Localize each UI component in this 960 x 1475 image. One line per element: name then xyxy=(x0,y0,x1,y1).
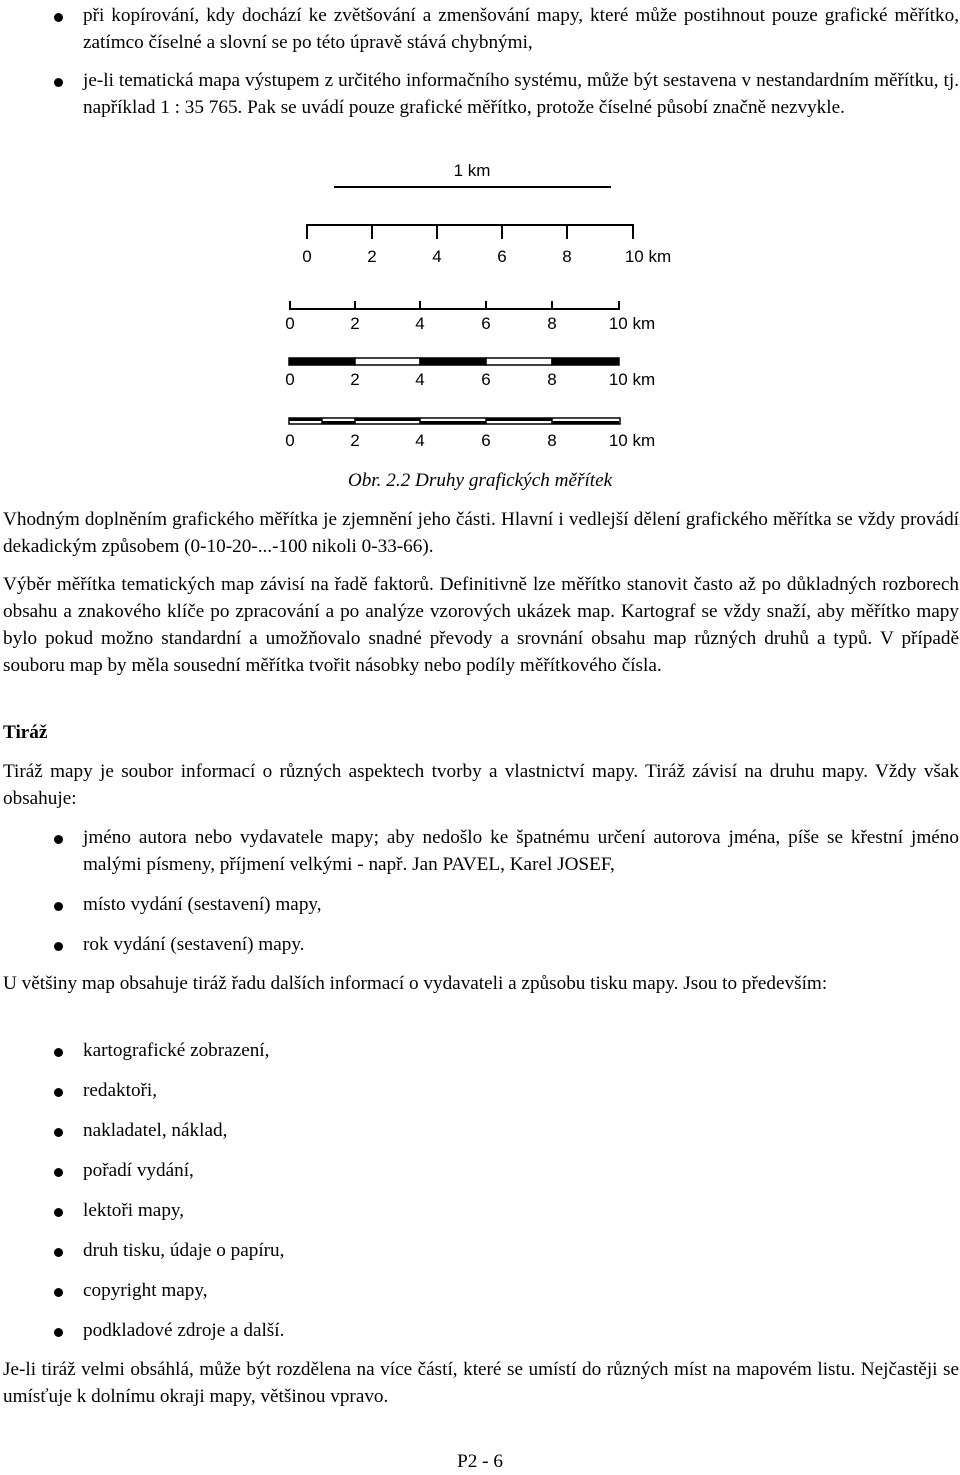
scale-bar-5-tick-label: 10 km xyxy=(608,431,656,450)
paragraph: Tiráž mapy je soubor informací o různých aspektech tvorby a vlastnictví mapy. Tiráž závisí na druhu mapy. Vždy však obsahuje: xyxy=(3,761,959,809)
scale-bar-2-tick-label: 6 xyxy=(497,247,507,266)
list-item-text: druh tisku, údaje o papíru, xyxy=(83,1240,285,1261)
scale-bar-2 xyxy=(302,225,671,266)
scale-bar-2-tick-label: 4 xyxy=(432,247,442,266)
scale-bar-3-tick-label: 8 xyxy=(547,314,557,333)
bullet-icon xyxy=(54,1128,63,1137)
scale-bar-4-tick-label: 2 xyxy=(350,370,360,389)
bullet-icon xyxy=(54,1288,63,1297)
paragraph: Výběr měřítka tematických map závisí na řadě faktorů. Definitivně lze měřítko stanovit často až po důkladných rozborech obsahu a znakového klíče po zpracování a po analýze vzorových ukázek map. Kartograf se vždy snaží, aby měřítko mapy bylo pokud možno standardní a umožňovalo snadné převody a srovnání obsahu map různých druhů a typů. V případě souboru map by měla sousední měřítka tvořit násobky nebo podíly měřítkového čísla. xyxy=(3,574,959,676)
scale-bar-4-segment-black xyxy=(289,358,355,365)
bullet-icon xyxy=(54,942,63,951)
list-item-text: je-li tematická mapa výstupem z určitého informačního systému, může být sestavena v nestandardním měřítku, tj. například 1 : 35 765. Pak se uvádí pouze grafické měřítko, protože číselné působí značně nezvykle. xyxy=(83,70,959,118)
list-item-text: redaktoři, xyxy=(83,1080,158,1101)
list-item-text: při kopírování, kdy dochází ke zvětšování a zmenšování mapy, které může postihnout pouze grafické měřítko, zatímco číselné a slovní se po této úpravě stává chybnými, xyxy=(83,5,959,53)
bullet-icon xyxy=(54,835,63,844)
paragraph: Vhodným doplněním grafického měřítka je zjemnění jeho části. Hlavní i vedlejší dělení grafického měřítka se vždy provádí dekadickým způsobem (0-10-20-...-100 nikoli 0-33-66). xyxy=(3,509,959,557)
scale-bar-4-tick-label: 0 xyxy=(285,370,295,389)
list-item-text: nakladatel, náklad, xyxy=(83,1120,228,1141)
scale-bar-1-label: 1 km xyxy=(453,161,491,180)
paragraph: U většiny map obsahuje tiráž řadu dalších informací o vydavateli a způsobu tisku mapy. Jsou to především: xyxy=(3,973,828,994)
scale-bar-5-tick-label: 2 xyxy=(350,431,360,450)
scale-bar-2-tick-label: 10 km xyxy=(624,247,672,266)
bullet-icon xyxy=(54,78,63,87)
bullet-icon xyxy=(54,1208,63,1217)
scale-bar-5-segment-black xyxy=(552,421,619,424)
scale-bar-5-tick-label: 6 xyxy=(481,431,491,450)
bullet-icon xyxy=(54,1328,63,1337)
scale-bar-3-tick-label: 10 km xyxy=(608,314,656,333)
list-item-text: rok vydání (sestavení) mapy. xyxy=(83,934,305,955)
scale-bar-3-tick-label: 4 xyxy=(415,314,425,333)
scale-bar-5-tick-label: 0 xyxy=(285,431,295,450)
scale-bar-5-tick-label: 8 xyxy=(547,431,557,450)
page-number: P2 - 6 xyxy=(457,1451,503,1472)
scale-bars-figure xyxy=(0,150,960,460)
scale-bar-5-segment-black xyxy=(420,421,486,424)
scale-bar-5-segment-black xyxy=(355,418,420,421)
bullet-icon xyxy=(54,1248,63,1257)
scale-bar-4-segment-black xyxy=(420,358,486,365)
bullet-icon xyxy=(54,13,63,22)
scale-bar-2-tick-label: 2 xyxy=(367,247,377,266)
scale-bar-5-segment-black xyxy=(289,418,322,421)
scale-bar-4-tick-label: 10 km xyxy=(608,370,656,389)
scale-bar-5-tick-label: 4 xyxy=(415,431,425,450)
scale-bar-4-segment-white xyxy=(355,358,420,365)
list-item-text: jméno autora nebo vydavatele mapy; aby nedošlo ke špatnému určení autorova jména, píše se křestní jméno malými písmeny, příjmení velkými - např. Jan PAVEL, Karel JOSEF, xyxy=(83,827,959,875)
bullet-icon xyxy=(54,902,63,911)
list-item-text: lektoři mapy, xyxy=(83,1200,185,1221)
scale-bar-3 xyxy=(285,301,655,333)
list-item-text: copyright mapy, xyxy=(83,1280,208,1301)
scale-bar-5-segment-black xyxy=(322,421,355,424)
bullet-icon xyxy=(54,1088,63,1097)
figure-caption: Obr. 2.2 Druhy grafických měřítek xyxy=(347,470,613,491)
scale-bar-4-segment-white xyxy=(486,358,552,365)
scale-bar-5-segment-black xyxy=(486,418,552,421)
scale-bar-3-tick-label: 6 xyxy=(481,314,491,333)
list-item-text: místo vydání (sestavení) mapy, xyxy=(83,894,322,915)
scale-bar-3-tick-label: 2 xyxy=(350,314,360,333)
scale-bar-4-tick-label: 8 xyxy=(547,370,557,389)
scale-bar-2-tick-label: 8 xyxy=(562,247,572,266)
section-heading: Tiráž xyxy=(3,722,48,743)
scale-bar-4-tick-label: 4 xyxy=(415,370,425,389)
scale-bar-5 xyxy=(285,418,655,450)
scale-bar-2-tick-label: 0 xyxy=(302,247,312,266)
list-item-text: podkladové zdroje a další. xyxy=(83,1320,285,1341)
list-item-text: kartografické zobrazení, xyxy=(83,1040,270,1061)
scale-bar-3-tick-label: 0 xyxy=(285,314,295,333)
scale-bar-4-tick-label: 6 xyxy=(481,370,491,389)
paragraph: Je-li tiráž velmi obsáhlá, může být rozdělena na více částí, které se umístí do různých míst na mapovém listu. Nejčastěji se umísťuje k dolnímu okraji mapy, většinou vpravo. xyxy=(3,1359,959,1407)
scale-bar-4 xyxy=(285,358,655,389)
scale-bar-4-segment-black xyxy=(552,358,619,365)
list-item-text: pořadí vydání, xyxy=(83,1160,194,1181)
bullet-icon xyxy=(54,1048,63,1057)
bullet-icon xyxy=(54,1168,63,1177)
